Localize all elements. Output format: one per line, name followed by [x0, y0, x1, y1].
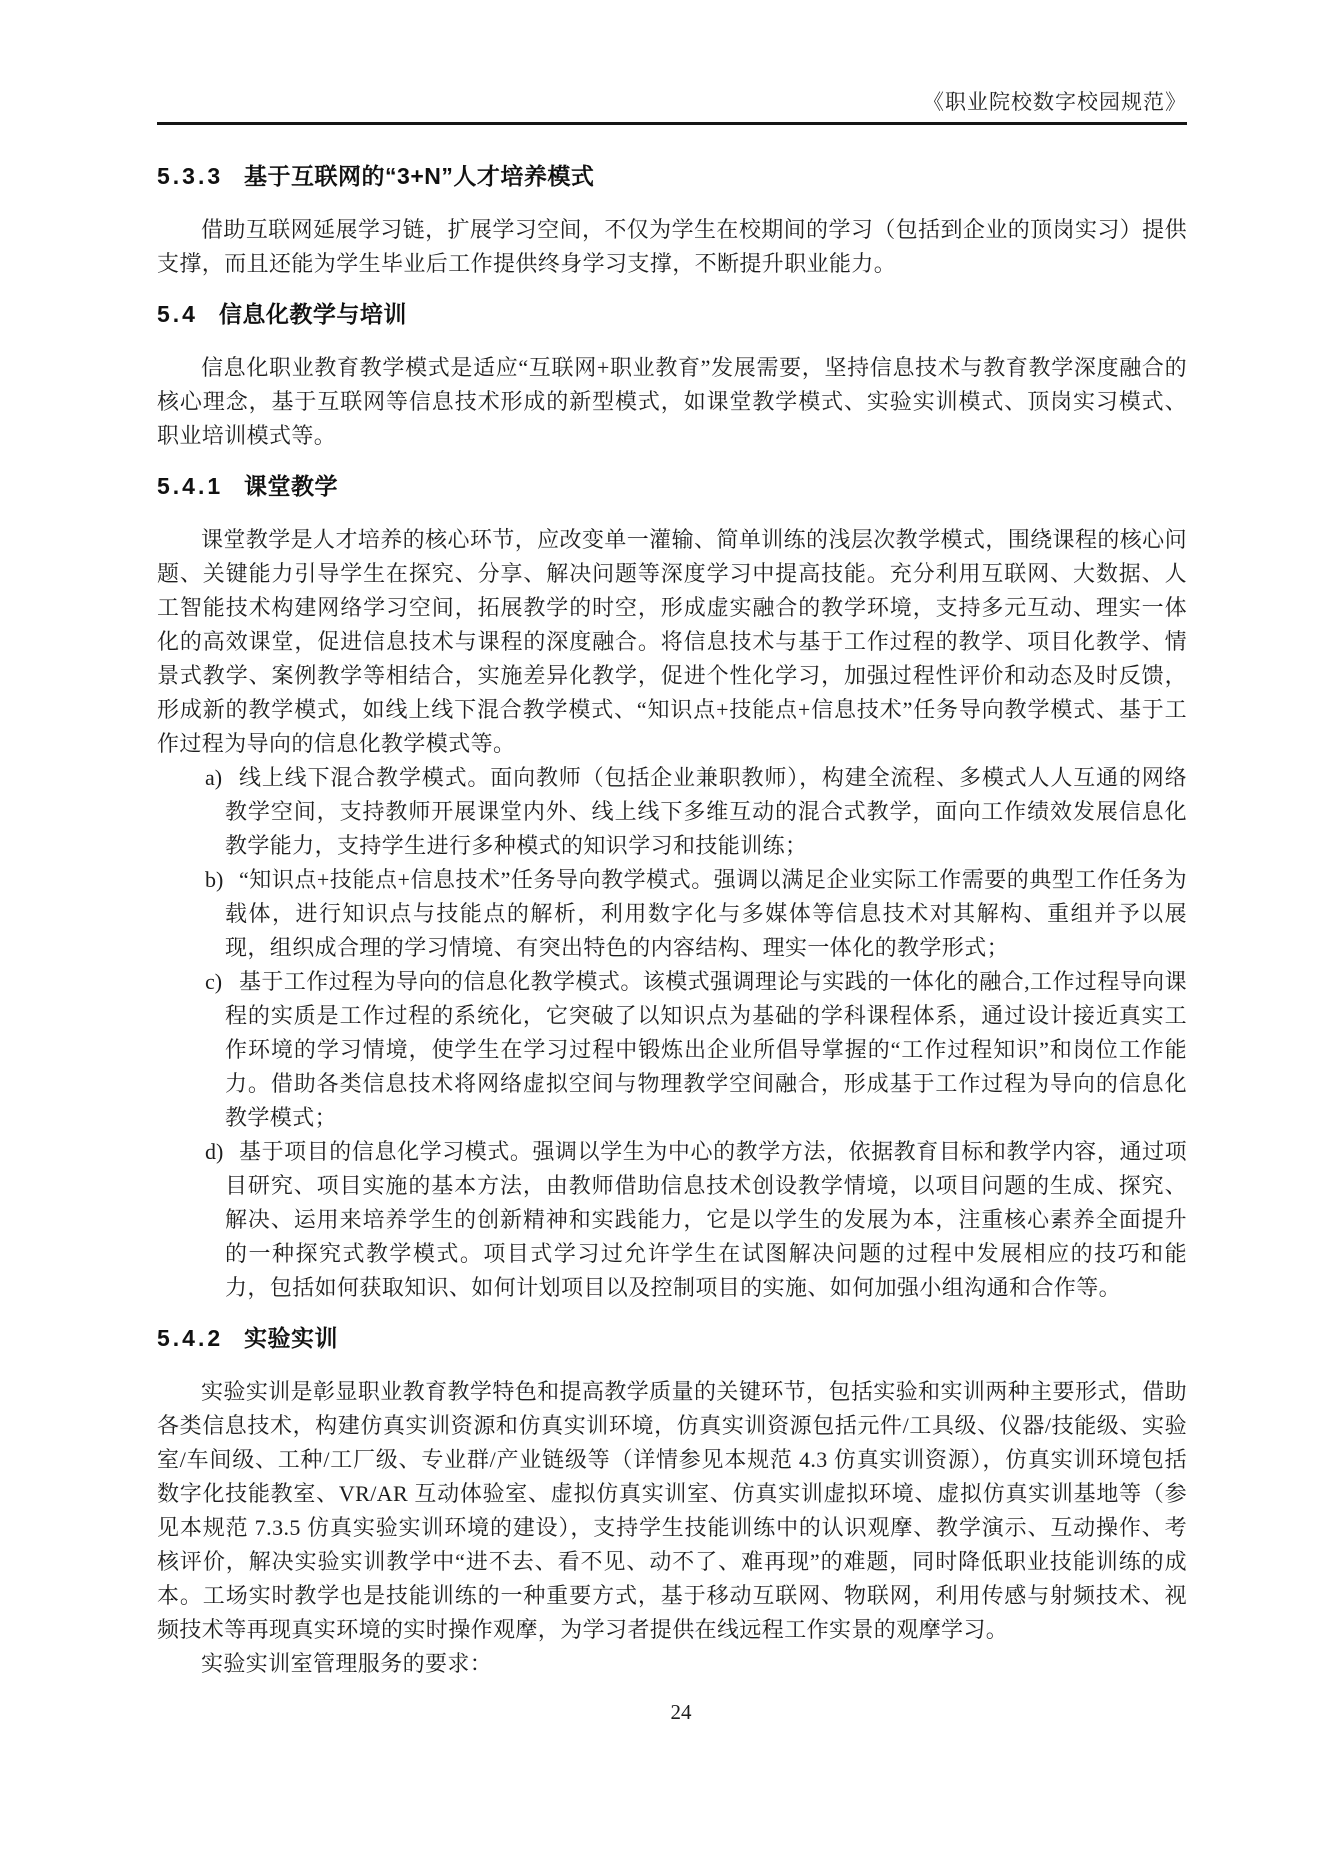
section-heading-5-4-2 — [157, 1323, 1187, 1353]
list-item-d — [205, 1135, 1187, 1305]
paragraph-lab-management-requirements: 实验实训室管理服务的要求： — [201, 1651, 493, 1676]
document-body — [157, 161, 1187, 1681]
header-title: 《职业院校数字校园规范》 — [923, 90, 1187, 114]
list-item-text: 基于工作过程为导向的信息化教学模式。该模式强调理论与实践的一体化的融合,工作过程导向课程的实质是工作过程的系统化，它突破了以知识点为基础的学科课程体系，通过设计接近真实工作环境的学习情境，使学生在学习过程中锻炼出企业所倡导掌握的“工作过程知识”和岗位工作能力。借助各类信息技术将网络虚拟空间与物理教学空间融合，形成基于工作过程为导向的信息化教学模式； — [225, 969, 1187, 1130]
list-marker: c) — [205, 969, 223, 994]
heading-title: 实验实训 — [244, 1325, 339, 1351]
list-item-text: “知识点+技能点+信息技术”任务导向教学模式。强调以满足企业实际工作需要的典型工作任务为载体，进行知识点与技能点的解析，利用数字化与多媒体等信息技术对其解构、重组并予以展现，组织成合理的学习情境、有突出特色的内容结构、理实一体化的教学形式； — [225, 867, 1187, 960]
paragraph-internet-learning: 借助互联网延展学习链，扩展学习空间，不仅为学生在校期间的学习（包括到企业的顶岗实习）提供支撑，而且还能为学生毕业后工作提供终身学习支撑，不断提升职业能力。 — [157, 217, 1187, 276]
teaching-mode-list — [157, 761, 1187, 1305]
list-marker: b) — [205, 867, 224, 892]
list-item-a — [205, 761, 1187, 863]
list-marker: d) — [205, 1139, 224, 1164]
list-item-c — [205, 965, 1187, 1135]
section-heading-5-4-1 — [157, 471, 1187, 501]
paragraph-classroom-teaching: 课堂教学是人才培养的核心环节，应改变单一灌输、简单训练的浅层次教学模式，围绕课程的核心问题、关键能力引导学生在探究、分享、解决问题等深度学习中提高技能。充分利用互联网、大数据、人工智能技术构建网络学习空间，拓展教学的时空，形成虚实融合的教学环境，支持多元互动、理实一体化的高效课堂，促进信息技术与课程的深度融合。将信息技术与基于工作过程的教学、项目化教学、情景式教学、案例教学等相结合，实施差异化教学，促进个性化学习，加强过程性评价和动态及时反馈，形成新的教学模式，如线上线下混合教学模式、“知识点+技能点+信息技术”任务导向教学模式、基于工作过程为导向的信息化教学模式等。 — [157, 527, 1187, 756]
heading-title: 信息化教学与培训 — [218, 301, 407, 327]
heading-number: 5.4.2 — [157, 1325, 224, 1351]
page-number: 24 — [670, 1700, 692, 1724]
list-item-text: 线上线下混合教学模式。面向教师（包括企业兼职教师），构建全流程、多模式人人互通的网络教学空间，支持教师开展课堂内外、线上线下多维互动的混合式教学，面向工作绩效发展信息化教学能力，支持学生进行多种模式的知识学习和技能训练； — [225, 765, 1187, 858]
heading-title: 基于互联网的“3+N”人才培养模式 — [244, 163, 595, 189]
paragraph-informatization-teaching: 信息化职业教育教学模式是适应“互联网+职业教育”发展需要，坚持信息技术与教育教学深度融合的核心理念，基于互联网等信息技术形成的新型模式，如课堂教学模式、实验实训模式、顶岗实习模式、职业培训模式等。 — [157, 355, 1187, 448]
heading-number: 5.4.1 — [157, 473, 224, 499]
heading-number: 5.4 — [157, 301, 198, 327]
section-heading-5-3-3 — [157, 161, 1187, 191]
page-footer — [175, 1697, 1187, 1727]
heading-number: 5.3.3 — [157, 163, 224, 189]
list-item-text: 基于项目的信息化学习模式。强调以学生为中心的教学方法，依据教育目标和教学内容，通过项目研究、项目实施的基本方法，由教师借助信息技术创设教学情境，以项目问题的生成、探究、解决、运用来培养学生的创新精神和实践能力，它是以学生的发展为本，注重核心素养全面提升的一种探究式教学模式。项目式学习过允许学生在试图解决问题的过程中发展相应的技巧和能力，包括如何获取知识、如何计划项目以及控制项目的实施、如何加强小组沟通和合作等。 — [225, 1139, 1187, 1300]
list-marker: a) — [205, 765, 223, 790]
page-header — [157, 88, 1187, 125]
list-item-b — [205, 863, 1187, 965]
heading-title: 课堂教学 — [244, 473, 339, 499]
section-heading-5-4 — [157, 299, 1187, 329]
paragraph-experiment-training: 实验实训是彰显职业教育教学特色和提高教学质量的关键环节，包括实验和实训两种主要形式，借助各类信息技术，构建仿真实训资源和仿真实训环境，仿真实训资源包括元件/工具级、仪器/技能级、实验室/车间级、工种/工厂级、专业群/产业链级等（详情参见本规范 4.3 仿真实训资源），仿真实训环境包括数字化技能教室、VR/AR 互动体验室、虚拟仿真实训室、仿真实训虚拟环境、虚拟仿真实训基地等（参见本规范 7.3.5 仿真实验实训环境的建设），支持学生技能训练中的认识观摩、教学演示、互动操作、考核评价，解决实验实训教学中“进不去、看不见、动不了、难再现”的难题，同时降低职业技能训练的成本。工场实时教学也是技能训练的一种重要方式，基于移动互联网、物联网，利用传感与射频技术、视频技术等再现真实环境的实时操作观摩，为学习者提供在线远程工作实景的观摩学习。 — [157, 1379, 1187, 1642]
